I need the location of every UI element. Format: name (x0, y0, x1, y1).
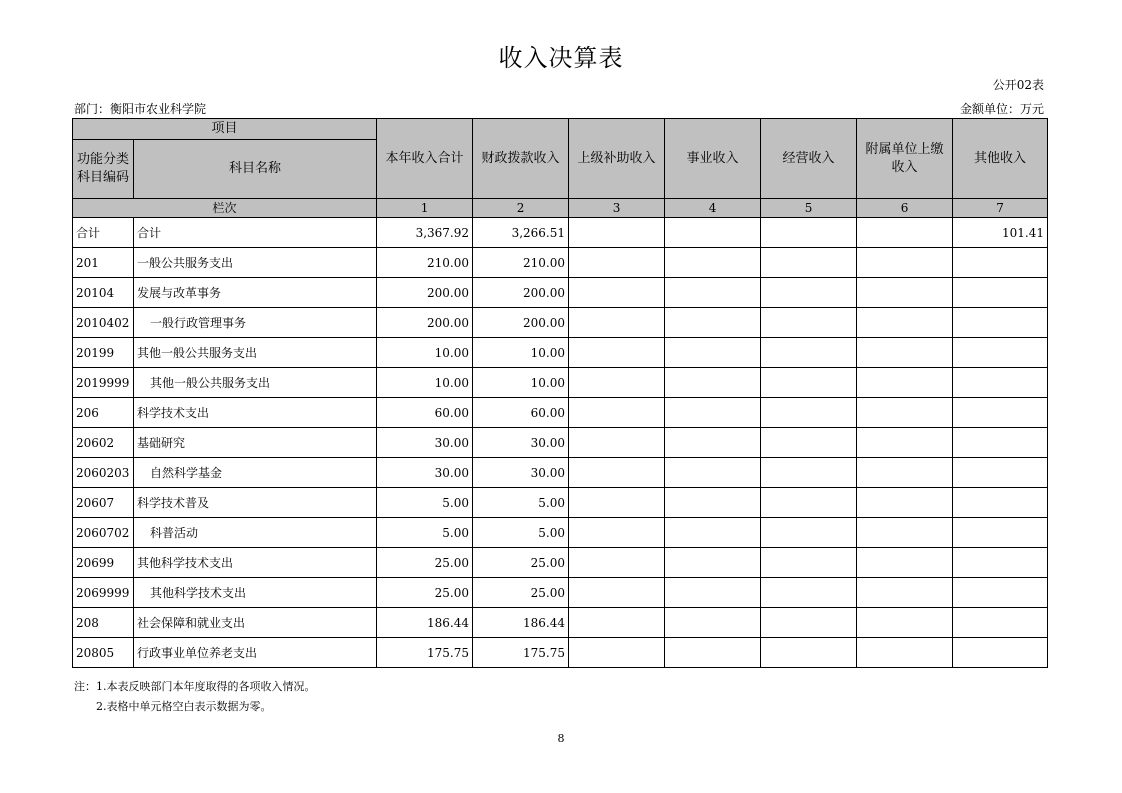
row-total: 25.00 (377, 578, 473, 608)
table-row (73, 368, 1048, 398)
row-subject-name: 自然科学基金 (134, 458, 377, 488)
row-operating (761, 488, 857, 518)
row-subject-name: 行政事业单位养老支出 (134, 638, 377, 668)
row-affiliated (857, 548, 953, 578)
row-fiscal: 3,266.51 (473, 218, 569, 248)
row-operating (761, 338, 857, 368)
row-subject-name: 其他科学技术支出 (134, 548, 377, 578)
row-operating (761, 278, 857, 308)
row-business (665, 218, 761, 248)
row-superior (569, 218, 665, 248)
row-other (953, 428, 1048, 458)
table-row (73, 458, 1048, 488)
row-business (665, 428, 761, 458)
row-fiscal: 30.00 (473, 458, 569, 488)
header-func-code: 功能分类科目编码 (73, 140, 134, 199)
row-business (665, 488, 761, 518)
row-other (953, 458, 1048, 488)
header-col-fiscal: 财政拨款收入 (473, 119, 569, 199)
row-operating (761, 518, 857, 548)
row-superior (569, 578, 665, 608)
row-fiscal: 5.00 (473, 488, 569, 518)
row-superior (569, 488, 665, 518)
table-row (73, 248, 1048, 278)
note-1: 注：1.本表反映部门本年度取得的各项收入情况。 (74, 680, 316, 693)
department-label: 部门：衡阳市农业科学院 (74, 102, 207, 116)
row-total: 30.00 (377, 428, 473, 458)
row-total: 10.00 (377, 368, 473, 398)
row-business (665, 458, 761, 488)
row-business (665, 608, 761, 638)
row-fiscal: 25.00 (473, 578, 569, 608)
row-total: 175.75 (377, 638, 473, 668)
row-code: 2019999 (73, 368, 134, 398)
row-affiliated (857, 308, 953, 338)
table-row (73, 338, 1048, 368)
row-operating (761, 248, 857, 278)
row-subject-name: 一般行政管理事务 (134, 308, 377, 338)
table-row (73, 638, 1048, 668)
col-number: 3 (569, 199, 665, 218)
row-other (953, 518, 1048, 548)
row-other (953, 338, 1048, 368)
row-subject-name: 基础研究 (134, 428, 377, 458)
table-row (73, 428, 1048, 458)
row-business (665, 368, 761, 398)
row-code: 206 (73, 398, 134, 428)
row-code: 20602 (73, 428, 134, 458)
row-fiscal: 186.44 (473, 608, 569, 638)
row-fiscal: 5.00 (473, 518, 569, 548)
table-row (73, 488, 1048, 518)
col-number: 7 (953, 199, 1048, 218)
row-other (953, 548, 1048, 578)
row-superior (569, 608, 665, 638)
row-subject-name: 科学技术普及 (134, 488, 377, 518)
row-affiliated (857, 578, 953, 608)
row-code: 20699 (73, 548, 134, 578)
row-superior (569, 308, 665, 338)
row-subject-name: 发展与改革事务 (134, 278, 377, 308)
amount-unit-label: 金额单位：万元 (959, 102, 1044, 116)
row-fiscal: 60.00 (473, 398, 569, 428)
row-business (665, 278, 761, 308)
income-table (72, 118, 1048, 668)
row-operating (761, 548, 857, 578)
row-superior (569, 458, 665, 488)
row-code: 2010402 (73, 308, 134, 338)
row-total: 30.00 (377, 458, 473, 488)
row-subject-name: 其他一般公共服务支出 (134, 368, 377, 398)
row-fiscal: 10.00 (473, 368, 569, 398)
row-business (665, 638, 761, 668)
row-code: 20199 (73, 338, 134, 368)
row-total: 10.00 (377, 338, 473, 368)
row-other (953, 308, 1048, 338)
row-affiliated (857, 398, 953, 428)
row-subject-name: 科学技术支出 (134, 398, 377, 428)
row-affiliated (857, 218, 953, 248)
page-title: 收入决算表 (498, 44, 624, 72)
header-col-operating: 经营收入 (761, 119, 857, 199)
row-code: 208 (73, 608, 134, 638)
row-business (665, 248, 761, 278)
header-col-superior: 上级补助收入 (569, 119, 665, 199)
row-total: 210.00 (377, 248, 473, 278)
table-row (73, 308, 1048, 338)
row-business (665, 398, 761, 428)
row-affiliated (857, 488, 953, 518)
table-row (73, 578, 1048, 608)
row-total: 3,367.92 (377, 218, 473, 248)
row-affiliated (857, 278, 953, 308)
row-other (953, 248, 1048, 278)
row-subject-name: 合计 (134, 218, 377, 248)
row-total: 25.00 (377, 548, 473, 578)
row-fiscal: 200.00 (473, 308, 569, 338)
row-operating (761, 428, 857, 458)
row-fiscal: 175.75 (473, 638, 569, 668)
row-affiliated (857, 638, 953, 668)
row-fiscal: 200.00 (473, 278, 569, 308)
row-other (953, 488, 1048, 518)
row-superior (569, 278, 665, 308)
table-row (73, 608, 1048, 638)
col-number: 1 (377, 199, 473, 218)
row-operating (761, 608, 857, 638)
page-number: 8 (557, 732, 565, 745)
row-total: 60.00 (377, 398, 473, 428)
row-subject-name: 一般公共服务支出 (134, 248, 377, 278)
table-row (73, 518, 1048, 548)
row-code: 20805 (73, 638, 134, 668)
row-code: 20607 (73, 488, 134, 518)
row-operating (761, 458, 857, 488)
row-business (665, 548, 761, 578)
row-superior (569, 638, 665, 668)
row-operating (761, 398, 857, 428)
table-row (73, 398, 1048, 428)
row-superior (569, 428, 665, 458)
row-subject-name: 其他科学技术支出 (134, 578, 377, 608)
row-business (665, 518, 761, 548)
row-fiscal: 30.00 (473, 428, 569, 458)
row-affiliated (857, 368, 953, 398)
row-operating (761, 368, 857, 398)
row-total: 5.00 (377, 488, 473, 518)
row-affiliated (857, 428, 953, 458)
row-superior (569, 338, 665, 368)
row-superior (569, 368, 665, 398)
row-total: 200.00 (377, 278, 473, 308)
row-other (953, 278, 1048, 308)
col-number: 4 (665, 199, 761, 218)
row-subject-name: 社会保障和就业支出 (134, 608, 377, 638)
row-code: 2060702 (73, 518, 134, 548)
col-number: 6 (857, 199, 953, 218)
row-operating (761, 218, 857, 248)
col-number: 2 (473, 199, 569, 218)
row-superior (569, 248, 665, 278)
row-superior (569, 398, 665, 428)
row-affiliated (857, 248, 953, 278)
row-other (953, 398, 1048, 428)
row-operating (761, 578, 857, 608)
header-col-affiliated: 附属单位上缴收入 (857, 119, 953, 199)
row-total: 5.00 (377, 518, 473, 548)
row-operating (761, 308, 857, 338)
header-subject-name: 科目名称 (134, 140, 377, 199)
row-subject-name: 其他一般公共服务支出 (134, 338, 377, 368)
header-col-other: 其他收入 (953, 119, 1048, 199)
header-row-label: 栏次 (73, 199, 377, 218)
header-col-business: 事业收入 (665, 119, 761, 199)
form-number: 公开02表 (992, 78, 1044, 92)
row-other (953, 578, 1048, 608)
row-code: 20104 (73, 278, 134, 308)
row-fiscal: 25.00 (473, 548, 569, 578)
row-total: 200.00 (377, 308, 473, 338)
row-affiliated (857, 458, 953, 488)
row-code: 2069999 (73, 578, 134, 608)
row-affiliated (857, 608, 953, 638)
row-business (665, 308, 761, 338)
row-fiscal: 210.00 (473, 248, 569, 278)
row-code: 201 (73, 248, 134, 278)
row-other (953, 608, 1048, 638)
row-business (665, 578, 761, 608)
row-superior (569, 548, 665, 578)
header-project: 项目 (73, 119, 377, 140)
row-subject-name: 科普活动 (134, 518, 377, 548)
row-operating (761, 638, 857, 668)
col-number: 5 (761, 199, 857, 218)
row-affiliated (857, 518, 953, 548)
row-fiscal: 10.00 (473, 338, 569, 368)
row-other: 101.41 (953, 218, 1048, 248)
row-affiliated (857, 338, 953, 368)
row-total: 186.44 (377, 608, 473, 638)
row-superior (569, 518, 665, 548)
note-2: 2.表格中单元格空白表示数据为零。 (96, 700, 272, 713)
table-row (73, 548, 1048, 578)
header-col-total: 本年收入合计 (377, 119, 473, 199)
row-other (953, 368, 1048, 398)
row-business (665, 338, 761, 368)
row-code: 2060203 (73, 458, 134, 488)
table-row (73, 278, 1048, 308)
table-row (73, 218, 1048, 248)
row-other (953, 638, 1048, 668)
row-code: 合计 (73, 218, 134, 248)
